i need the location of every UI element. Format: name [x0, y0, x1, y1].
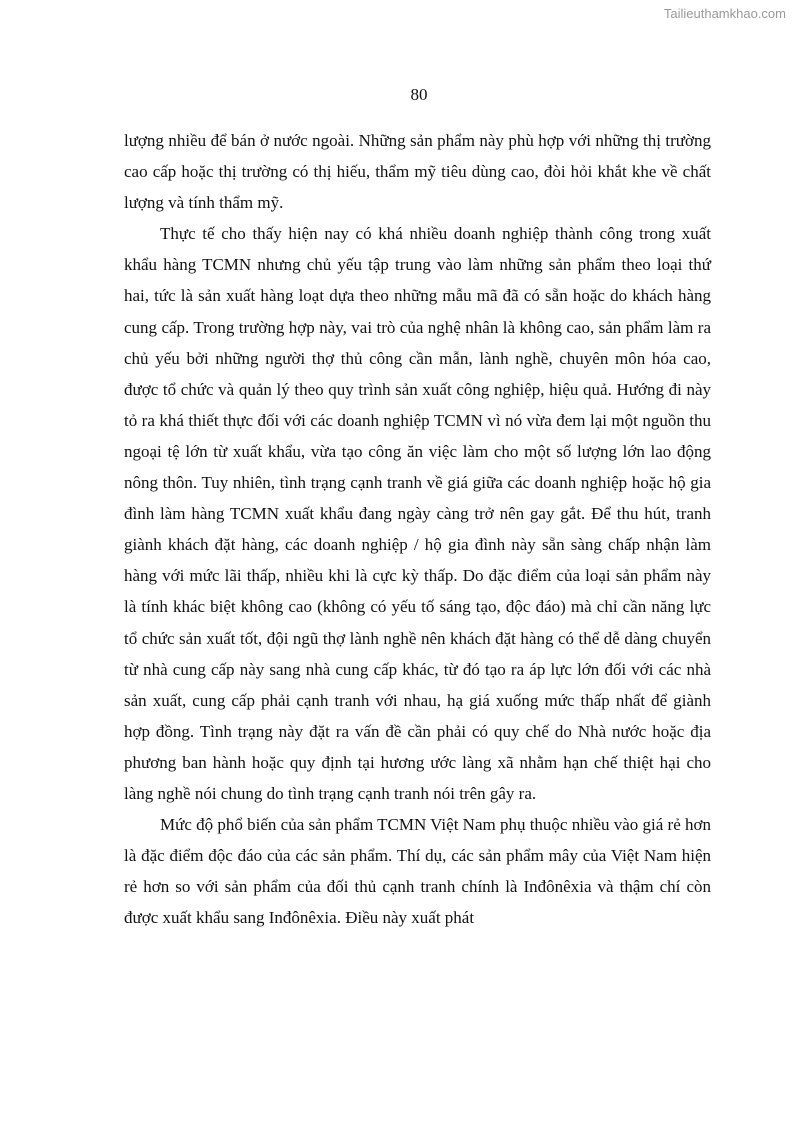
- page-number: 80: [410, 85, 428, 104]
- watermark-text: Tailieuthamkhao.com: [663, 6, 786, 21]
- paragraph-continuation: lượng nhiều để bán ở nước ngoài. Những sản phẩm này phù hợp với những thị trường cao cấp hoặc thị trường có thị hiếu, thẩm mỹ tiêu dùng cao, đòi hỏi khắt khe về chất lượng và tính thẩm mỹ.: [124, 131, 711, 213]
- paragraph-price-popularity: Mức độ phổ biến của sản phẩm TCMN Việt Nam phụ thuộc nhiều vào giá rẻ hơn là đặc điểm độc đáo của các sản phẩm. Thí dụ, các sản phẩm mây của Việt Nam hiện rẻ hơn so với sản phẩm của đối thủ cạnh tranh chính là Inđônêxia và thậm chí còn được xuất khẩu sang Inđônêxia. Điều này xuất phát: [124, 815, 712, 928]
- document-body: [124, 125, 711, 933]
- paragraph-export-competition: Thực tế cho thấy hiện nay có khá nhiều doanh nghiệp thành công trong xuất khẩu hàng TCMN nhưng chủ yếu tập trung vào làm những sản phẩm theo loại thứ hai, tức là sản xuất hàng loạt dựa theo những mẫu mã đã có sẵn hoặc do khách hàng cung cấp. Trong trường hợp này, vai trò của nghệ nhân là không cao, sản phẩm làm ra chủ yếu bởi những người thợ thủ công cần mẫn, lành nghề, chuyên môn hóa cao, được tổ chức và quản lý theo quy trình sản xuất công nghiệp, hiệu quả. Hướng đi này tỏ ra khá thiết thực đối với các doanh nghiệp TCMN vì nó vừa đem lại một nguồn thu ngoại tệ lớn từ xuất khẩu, vừa tạo công ăn việc làm cho một số lượng lớn lao động nông thôn. Tuy nhiên, tình trạng cạnh tranh về giá giữa các doanh nghiệp hoặc hộ gia đình làm hàng TCMN xuất khẩu đang ngày càng trở nên gay gắt. Để thu hút, tranh giành khách đặt hàng, các doanh nghiệp / hộ gia đình này sẵn sàng chấp nhận làm hàng với mức lãi thấp, nhiều khi là cực kỳ thấp. Do đặc điểm của loại sản phẩm này là tính khác biệt không cao (không có yếu tố sáng tạo, độc đáo) mà chỉ cần năng lực tổ chức sản xuất tốt, đội ngũ thợ lành nghề nên khách đặt hàng có thể dễ dàng chuyển từ nhà cung cấp này sang nhà cung cấp khác, từ đó tạo ra áp lực lớn đối với các nhà sản xuất, cung cấp phải cạnh tranh với nhau, hạ giá xuống mức thấp nhất để giành hợp đồng. Tình trạng này đặt ra vấn đề cần phải có quy chế do Nhà nước hoặc địa phương ban hành hoặc quy định tại hương ước làng xã nhằm hạn chế thiệt hại cho làng nghề nói chung do tình trạng cạnh tranh nói trên gây ra.: [124, 224, 711, 803]
